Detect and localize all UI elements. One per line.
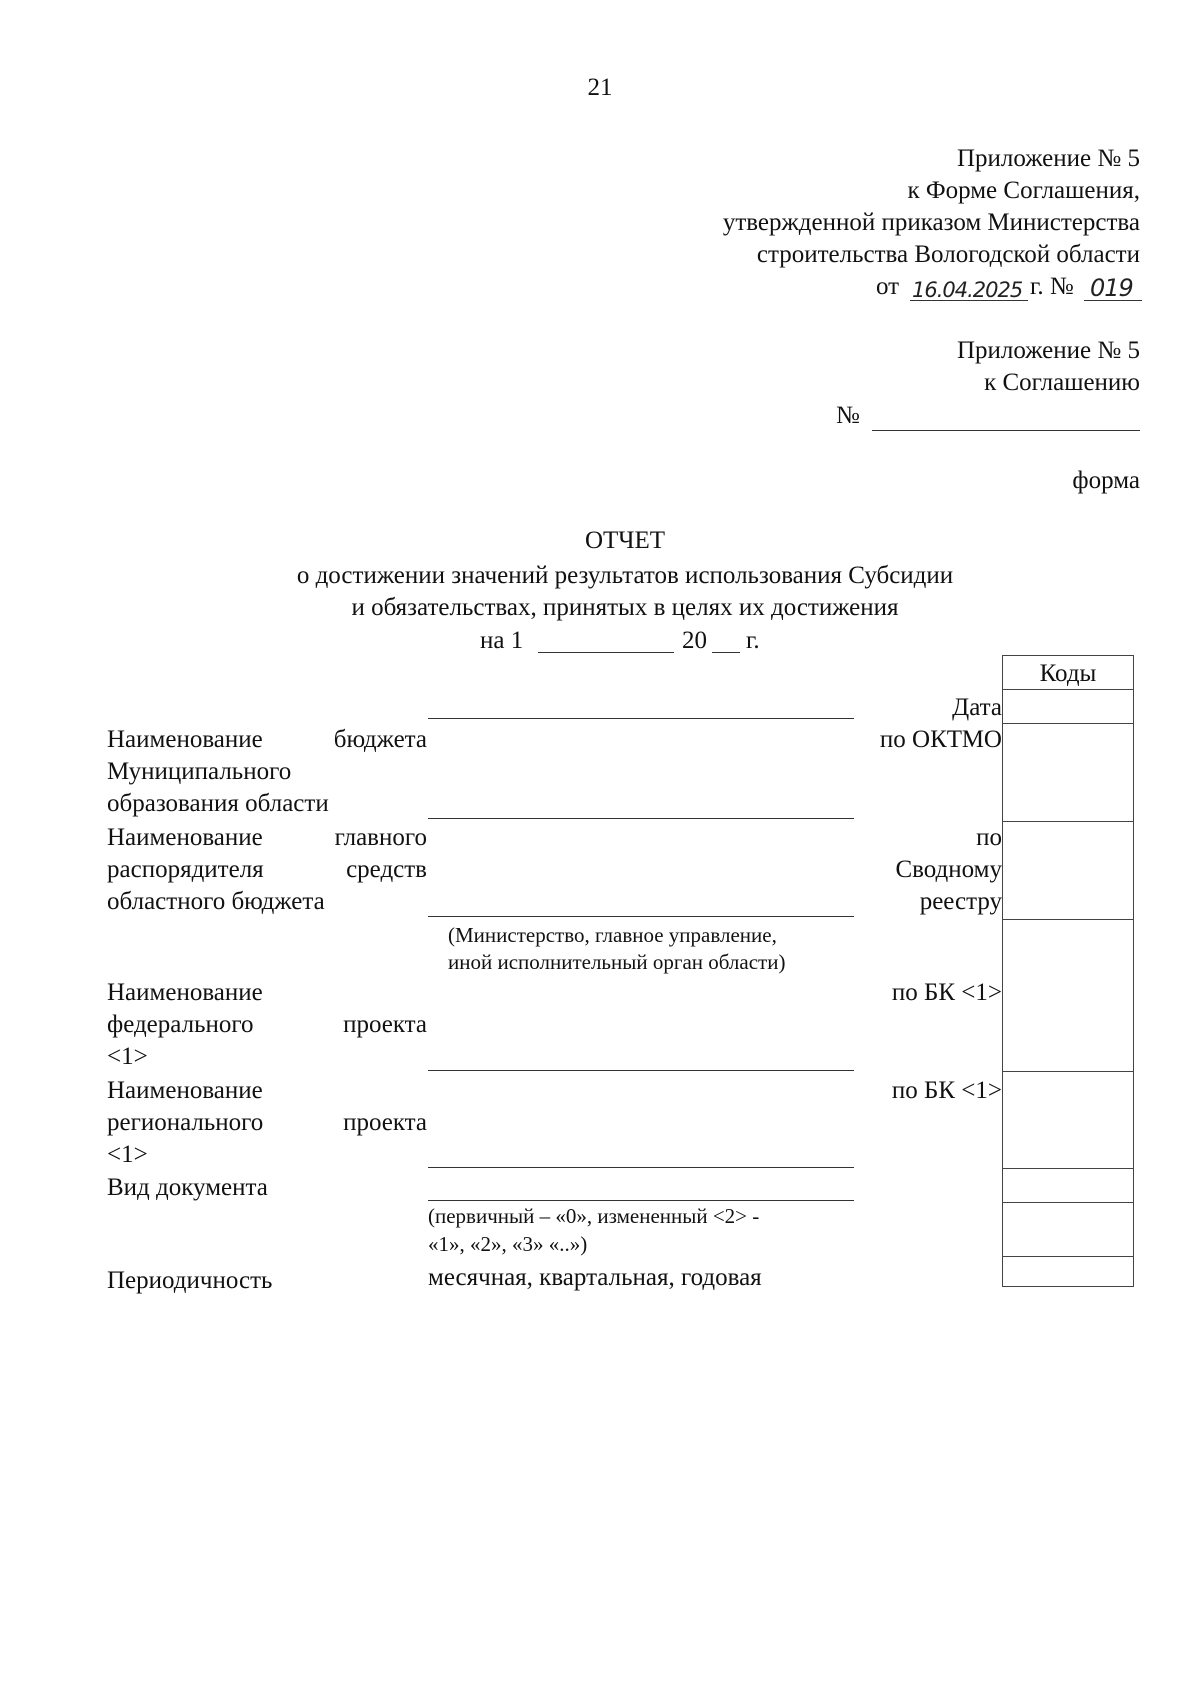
fed-label-3: <1>	[107, 1043, 148, 1070]
report-date-year: 20	[682, 627, 707, 654]
gr-code-label-3: реестру	[919, 888, 1002, 915]
appendix2-number-blank	[872, 430, 1140, 431]
gr-label-1b: главного	[334, 824, 427, 851]
doc-underline	[428, 1200, 854, 1201]
fed-label-2b: проекта	[343, 1011, 427, 1038]
appendix1-number-underline	[1084, 300, 1142, 301]
gr-label-2b: средств	[346, 856, 427, 883]
report-date-year-blank	[712, 652, 740, 653]
doc-label: Вид документа	[107, 1174, 268, 1201]
report-date-suffix: г.	[746, 627, 760, 654]
reg-label-2b: проекта	[343, 1109, 427, 1136]
appendix1-date-underline	[910, 300, 1028, 301]
gr-code-label-1: по	[976, 824, 1002, 851]
date-label: Дата	[952, 694, 1002, 721]
budget-label-1a: Наименование	[107, 726, 263, 753]
codes-row-reg-bk	[1003, 1071, 1133, 1072]
period-label: Периодичность	[107, 1267, 273, 1294]
doc-hint-2: «1», «2», «3» «..»)	[428, 1232, 588, 1256]
fed-label-1: Наименование	[107, 979, 263, 1006]
codes-row-fed-bk	[1003, 919, 1133, 920]
codes-row-period	[1003, 1256, 1133, 1257]
gr-hint-1: (Министерство, главное управление,	[448, 923, 777, 947]
date-row-underline	[428, 718, 854, 719]
codes-row-date	[1003, 689, 1133, 690]
period-value: месячная, квартальная, годовая	[428, 1264, 762, 1291]
report-date-prefix: на 1	[480, 627, 524, 654]
fed-underline	[428, 1070, 854, 1071]
budget-label-1b: бюджета	[333, 726, 427, 753]
reg-label-1: Наименование	[107, 1077, 263, 1104]
codes-row-doc	[1003, 1168, 1133, 1169]
appendix2-line1: Приложение № 5	[956, 337, 1140, 364]
form-label: форма	[1072, 467, 1140, 494]
codes-row-oktmo	[1003, 723, 1133, 724]
budget-label-3: образования области	[107, 790, 329, 817]
page-number: 21	[587, 74, 613, 101]
gr-underline	[428, 916, 854, 917]
doc-hint-1: (первичный – «0», измененный <2> -	[428, 1204, 760, 1228]
appendix1-handwritten-number: 019	[1090, 274, 1133, 302]
budget-code-label: по ОКТМО	[879, 726, 1002, 753]
codes-row-registry	[1003, 821, 1133, 822]
gr-label-1a: Наименование	[107, 824, 263, 851]
gr-hint-2: иной исполнительный орган области)	[448, 950, 786, 974]
report-subtitle-line2: и обязательствах, принятых в целях их достижения	[351, 594, 899, 621]
reg-label-2a: регионального	[107, 1109, 264, 1136]
budget-underline	[428, 818, 854, 819]
appendix1-line1: Приложение № 5	[956, 145, 1140, 172]
appendix2-number-label: №	[836, 402, 860, 429]
codes-row-doc-sub	[1003, 1202, 1133, 1203]
gr-code-label-2: Сводному	[895, 856, 1002, 883]
appendix1-date-prefix: от	[876, 273, 900, 300]
appendix1-line3: утвержденной приказом Министерства	[722, 209, 1140, 236]
reg-code-label: по БК <1>	[891, 1077, 1002, 1104]
reg-label-3: <1>	[107, 1141, 148, 1168]
codes-header: Коды	[1039, 660, 1097, 687]
appendix1-handwritten-date: 16.04.2025	[912, 278, 1023, 302]
report-date-day-blank	[538, 652, 674, 653]
codes-table	[1002, 655, 1134, 1287]
fed-label-2a: федерального	[107, 1011, 254, 1038]
appendix2-line2: к Соглашению	[984, 369, 1140, 396]
report-title: ОТЧЕТ	[584, 527, 666, 554]
budget-label-2: Муниципального	[107, 758, 292, 785]
report-subtitle-line1: о достижении значений результатов использования Субсидии	[296, 562, 954, 589]
fed-code-label: по БК <1>	[891, 979, 1002, 1006]
appendix1-line4: строительства Вологодской области	[756, 241, 1140, 268]
reg-underline	[428, 1167, 854, 1168]
appendix1-date-mid: г. №	[1030, 273, 1074, 300]
gr-label-2a: распорядителя	[107, 856, 264, 883]
gr-label-3: областного бюджета	[107, 888, 325, 915]
appendix1-line2: к Форме Соглашения,	[907, 177, 1140, 204]
